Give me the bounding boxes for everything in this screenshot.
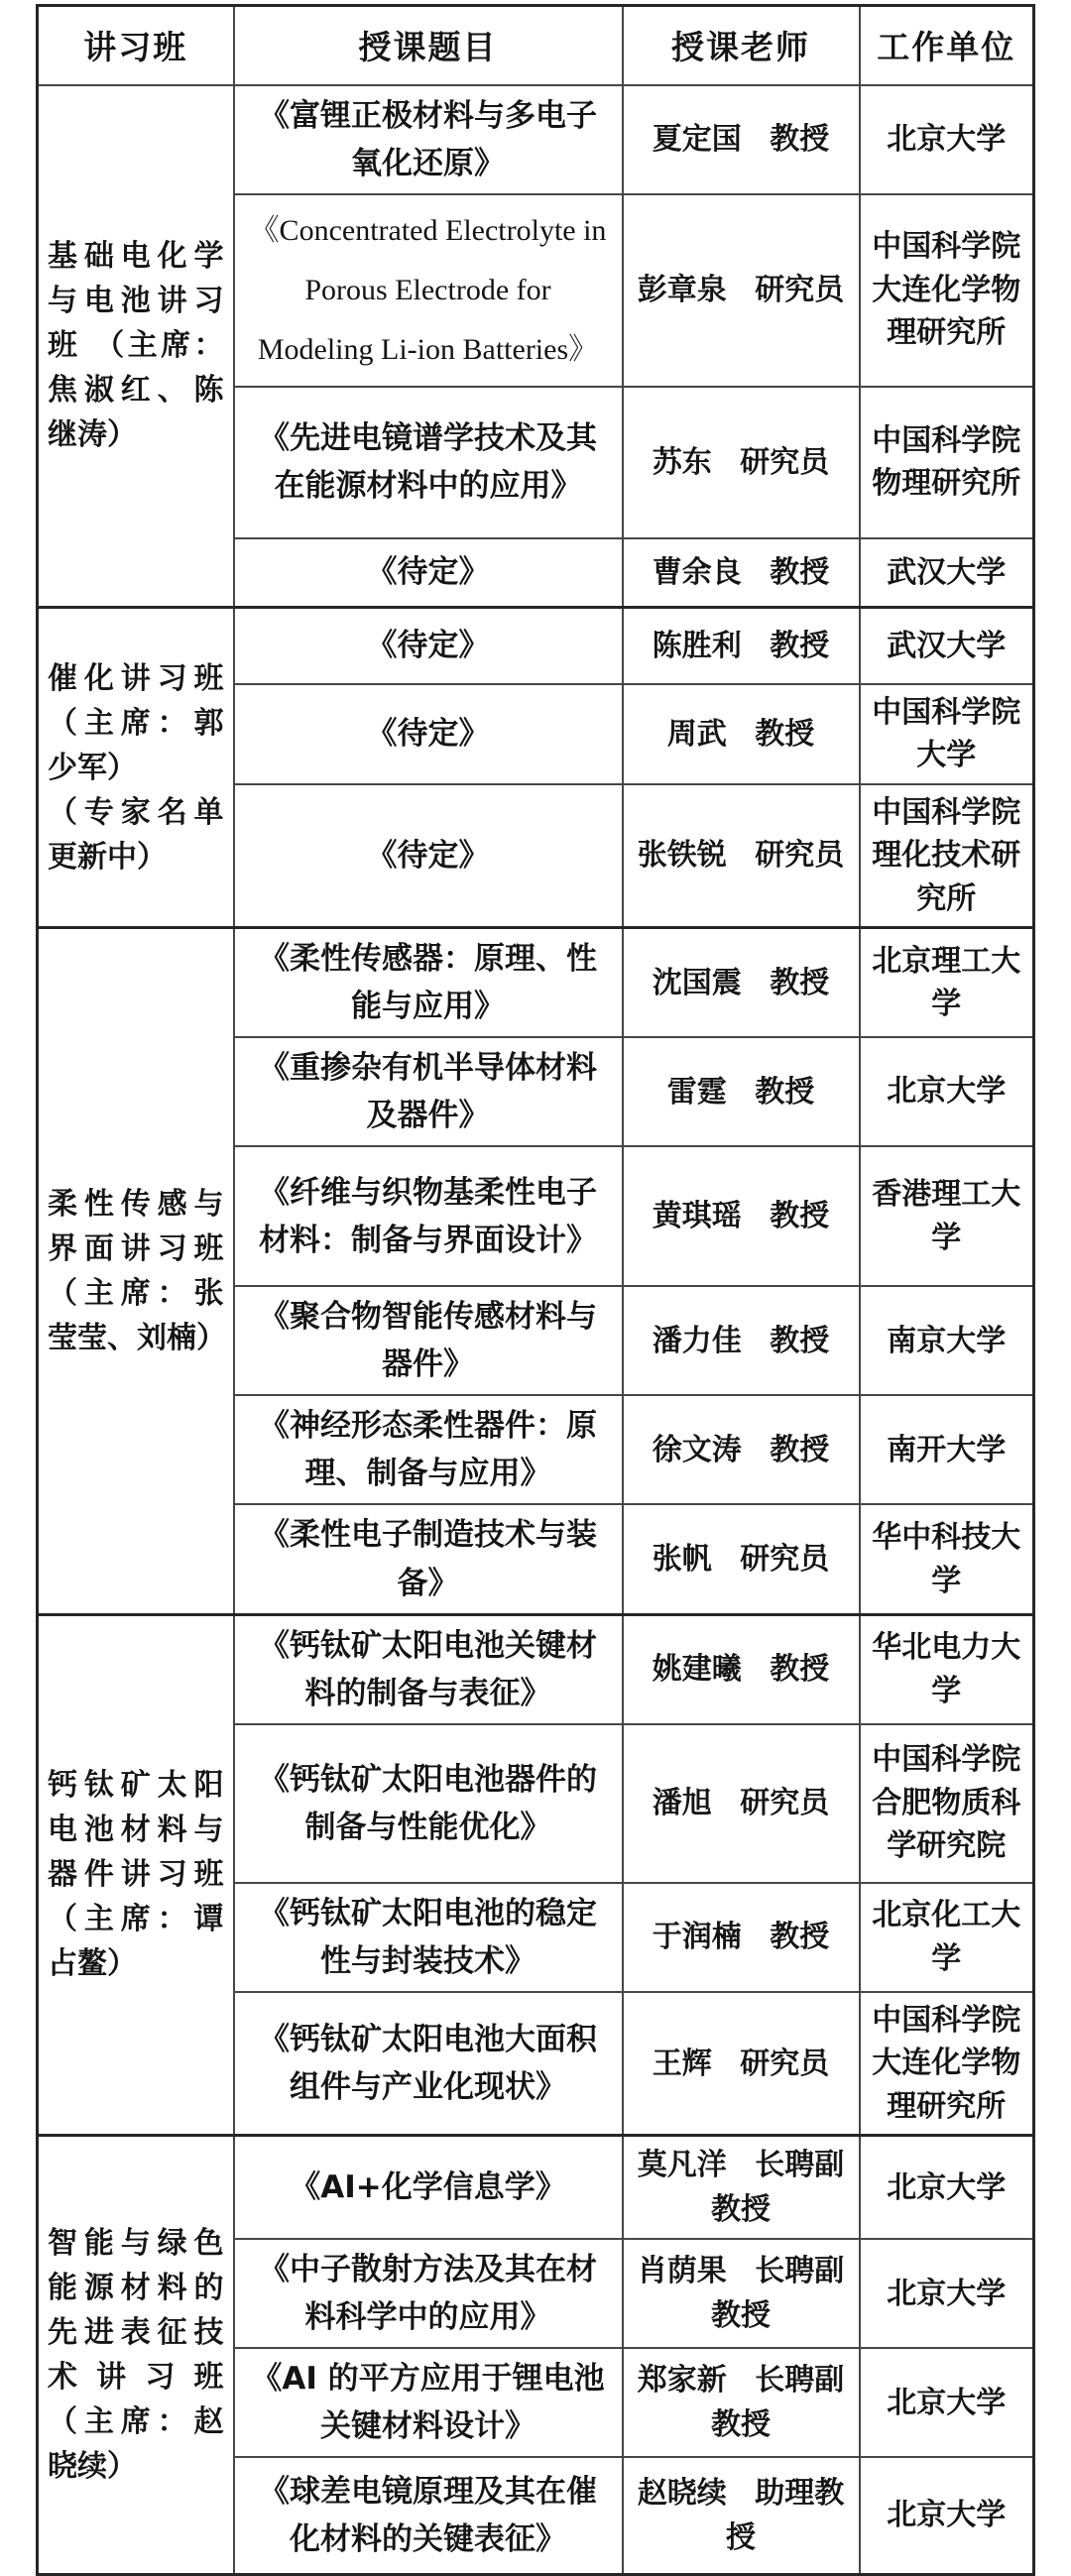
lecturer-cell: 肖荫果 长聘副教授: [623, 2239, 860, 2348]
lecture-title-cell: 《AI+化学信息学》: [234, 2136, 623, 2240]
affiliation-cell: 香港理工大学: [860, 1146, 1034, 1286]
lecture-title-cell: 《钙钛矿太阳电池的稳定性与封装技术》: [234, 1883, 623, 1992]
affiliation-cell: 南开大学: [860, 1395, 1034, 1504]
affiliation-cell: 北京大学: [860, 1037, 1034, 1146]
lecture-title-cell: 《球差电镜原理及其在催化材料的关键表征》: [234, 2457, 623, 2574]
affiliation-cell: 武汉大学: [860, 608, 1034, 684]
affiliation-cell: 南京大学: [860, 1286, 1034, 1395]
table-row: [38, 608, 1034, 684]
affiliation-cell: 中国科学院物理研究所: [860, 387, 1034, 538]
lecture-title-cell: 《先进电镜谱学技术及其在能源材料中的应用》: [234, 387, 623, 538]
workshop-group-note: （专家名单更新中）: [48, 794, 224, 875]
lecture-title-cell: 《待定》: [234, 784, 623, 928]
lecturer-cell: 莫凡洋 长聘副教授: [623, 2136, 860, 2240]
affiliation-cell: 北京大学: [860, 2457, 1034, 2574]
lecturer-cell: 夏定国 教授: [623, 85, 860, 194]
workshop-group-label: 智能与绿色能源材料的先进表征技术讲习班 （主席：赵晓续）: [48, 2226, 224, 2485]
workshop-group-label: 柔性传感与界面讲习班（主席：张莹莹、刘楠）: [48, 1186, 226, 1355]
lecture-schedule-table: [36, 4, 1035, 2576]
workshop-group-cell: [38, 608, 234, 928]
lecture-title-cell: 《钙钛矿太阳电池关键材料的制备与表征》: [234, 1614, 623, 1724]
lecture-title-cell: 《神经形态柔性器件：原理、制备与应用》: [234, 1395, 623, 1504]
workshop-group-label: 催化讲习班（主席：郭少军）: [48, 660, 224, 785]
lecturer-cell: 赵晓续 助理教授: [623, 2457, 860, 2574]
column-header-lecturer: 授课老师: [623, 6, 860, 85]
affiliation-cell: 北京化工大学: [860, 1883, 1034, 1992]
lecture-title-cell: 《钙钛矿太阳电池大面积组件与产业化现状》: [234, 1992, 623, 2136]
lecturer-cell: 徐文涛 教授: [623, 1395, 860, 1504]
lecturer-cell: 潘旭 研究员: [623, 1724, 860, 1883]
lecture-title-cell: 《纤维与织物基柔性电子材料：制备与界面设计》: [234, 1146, 623, 1286]
affiliation-cell: 中国科学院大连化学物理研究所: [860, 194, 1034, 387]
lecturer-cell: 潘力佳 教授: [623, 1286, 860, 1395]
lecture-title-cell: 《钙钛矿太阳电池器件的制备与性能优化》: [234, 1724, 623, 1883]
affiliation-cell: 中国科学院合肥物质科学研究院: [860, 1724, 1034, 1883]
lecturer-cell: 雷霆 教授: [623, 1037, 860, 1146]
affiliation-cell: 武汉大学: [860, 538, 1034, 608]
lecturer-cell: 于润楠 教授: [623, 1883, 860, 1992]
lecturer-cell: 郑家新 长聘副教授: [623, 2348, 860, 2457]
lecturer-cell: 张帆 研究员: [623, 1504, 860, 1614]
affiliation-cell: 中国科学院大学: [860, 684, 1034, 784]
workshop-group-cell: [38, 85, 234, 608]
affiliation-cell: 北京大学: [860, 85, 1034, 194]
affiliation-cell: 北京大学: [860, 2239, 1034, 2348]
workshop-group-cell: [38, 2136, 234, 2575]
table-row: [38, 928, 1034, 1038]
lecturer-cell: 沈国震 教授: [623, 928, 860, 1038]
table-row: [38, 85, 1034, 194]
workshop-group-label: 钙钛矿太阳电池材料与器件讲习班（主席：谭占鳌）: [48, 1768, 224, 1982]
lecturer-cell: 苏东 研究员: [623, 387, 860, 538]
lecture-title-cell: 《待定》: [234, 684, 623, 784]
affiliation-cell: 华中科技大学: [860, 1504, 1034, 1614]
affiliation-cell: 北京大学: [860, 2136, 1034, 2240]
column-header-lecture-title: 授课题目: [234, 6, 623, 85]
affiliation-cell: 北京理工大学: [860, 928, 1034, 1038]
lecture-title-cell: 《待定》: [234, 538, 623, 608]
affiliation-cell: 华北电力大学: [860, 1614, 1034, 1724]
table-row: [38, 1614, 1034, 1724]
table-row: [38, 2136, 1034, 2240]
lecture-title-cell: 《中子散射方法及其在材料科学中的应用》: [234, 2239, 623, 2348]
affiliation-cell: 中国科学院大连化学物理研究所: [860, 1992, 1034, 2136]
lecturer-cell: 张铁锐 研究员: [623, 784, 860, 928]
lecturer-cell: 曹余良 教授: [623, 538, 860, 608]
header-row: [38, 6, 1034, 85]
lecturer-cell: 周武 教授: [623, 684, 860, 784]
column-header-workshop: 讲习班: [38, 6, 234, 85]
lecture-title-cell: 《富锂正极材料与多电子氧化还原》: [234, 85, 623, 194]
lecturer-cell: 陈胜利 教授: [623, 608, 860, 684]
lecture-title-cell: 《聚合物智能传感材料与器件》: [234, 1286, 623, 1395]
lecture-title-cell: 《柔性传感器：原理、性能与应用》: [234, 928, 623, 1038]
lecture-title-cell: 《AI 的平方应用于锂电池关键材料设计》: [234, 2348, 623, 2457]
workshop-group-cell: [38, 928, 234, 1614]
workshop-group-cell: [38, 1614, 234, 2136]
affiliation-cell: 中国科学院理化技术研究所: [860, 784, 1034, 928]
column-header-affiliation: 工作单位: [860, 6, 1034, 85]
workshop-group-label: 基础电化学与电池讲习班 （主席：焦淑红、陈继涛）: [48, 239, 224, 453]
lecture-title-cell: 《Concentrated Electrolyte in Porous Electrode for Modeling Li-ion Batteries》: [234, 194, 623, 387]
lecture-title-cell: 《重掺杂有机半导体材料及器件》: [234, 1037, 623, 1146]
lecturer-cell: 王辉 研究员: [623, 1992, 860, 2136]
lecture-title-cell: 《待定》: [234, 608, 623, 684]
lecturer-cell: 姚建曦 教授: [623, 1614, 860, 1724]
affiliation-cell: 北京大学: [860, 2348, 1034, 2457]
lecturer-cell: 黄琪瑶 教授: [623, 1146, 860, 1286]
lecturer-cell: 彭章泉 研究员: [623, 194, 860, 387]
lecture-title-cell: 《柔性电子制造技术与装备》: [234, 1504, 623, 1614]
